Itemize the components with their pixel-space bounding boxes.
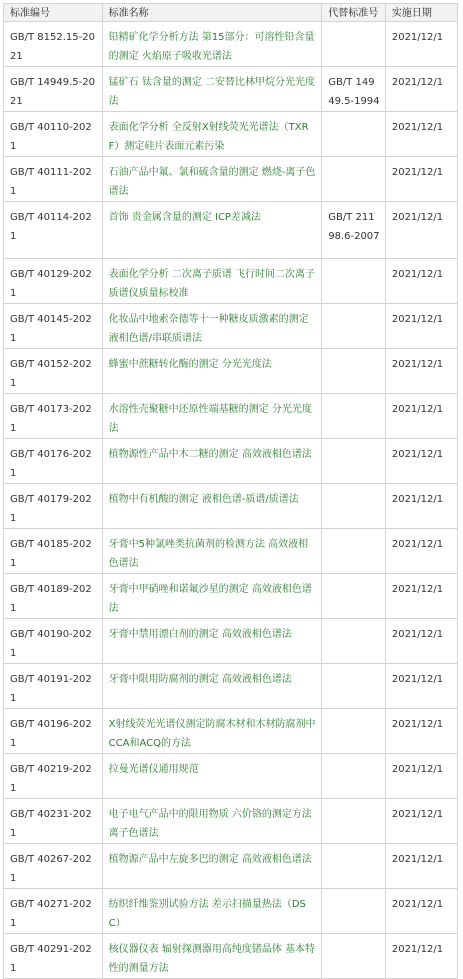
table-row (4, 799, 458, 844)
standard-name-cell: 表面化学分析 全反射X射线荧光光谱法（TXRF）测定硅片表面元素污染 (102, 112, 322, 157)
table-body (4, 22, 458, 979)
table-row (4, 574, 458, 619)
table-row (4, 439, 458, 484)
replaced-standard-cell (322, 484, 386, 529)
standard-name-cell: 锰矿石 钛含量的测定 二安替比林甲烷分光光度法 (102, 67, 322, 112)
implementation-date-cell: 2021/12/1 (385, 619, 457, 664)
standard-code-cell: GB/T 40219-2021 (4, 754, 103, 799)
implementation-date-cell: 2021/12/1 (385, 394, 457, 439)
implementation-date-cell: 2021/12/1 (385, 799, 457, 844)
implementation-date-cell: 2021/12/1 (385, 112, 457, 157)
standard-name-cell: 铅精矿化学分析方法 第15部分：可溶性铅含量的测定 火焰原子吸收光谱法 (102, 22, 322, 67)
implementation-date-cell: 2021/12/1 (385, 529, 457, 574)
standard-code-cell: GB/T 40196-2021 (4, 709, 103, 754)
replaced-standard-cell (322, 619, 386, 664)
standard-code-cell: GB/T 40267-2021 (4, 844, 103, 889)
standard-code-cell: GB/T 8152.15-2021 (4, 22, 103, 67)
implementation-date-cell: 2021/12/1 (385, 754, 457, 799)
replaced-standard-cell (322, 304, 386, 349)
table-row (4, 889, 458, 934)
table-row (4, 67, 458, 112)
replaced-standard-cell (322, 22, 386, 67)
implementation-date-cell: 2021/12/1 (385, 349, 457, 394)
standard-name-cell: 纺织纤维鉴别试验方法 差示扫描量热法（DSC） (102, 889, 322, 934)
implementation-date-cell: 2021/12/1 (385, 934, 457, 979)
standard-name-cell: 植物源产品中左旋多巴的测定 高效液相色谱法 (102, 844, 322, 889)
table-row (4, 349, 458, 394)
standard-code-cell: GB/T 40152-2021 (4, 349, 103, 394)
standard-code-cell: GB/T 40176-2021 (4, 439, 103, 484)
replaced-standard-cell (322, 754, 386, 799)
replaced-standard-cell (322, 157, 386, 202)
table-row (4, 202, 458, 259)
implementation-date-cell: 2021/12/1 (385, 439, 457, 484)
table-row (4, 619, 458, 664)
table-row (4, 934, 458, 979)
header-code: 标准编号 (4, 4, 103, 22)
table-row (4, 259, 458, 304)
standard-name-cell: 石油产品中氟、氯和硫含量的测定 燃烧-离子色谱法 (102, 157, 322, 202)
table-row (4, 664, 458, 709)
implementation-date-cell: 2021/12/1 (385, 889, 457, 934)
implementation-date-cell: 2021/12/1 (385, 574, 457, 619)
standard-code-cell: GB/T 40271-2021 (4, 889, 103, 934)
standard-name-cell: 化妆品中地索奈德等十一种糖皮质激素的测定 液相色谱/串联质谱法 (102, 304, 322, 349)
standard-name-cell: 植物源性产品中木二糖的测定 高效液相色谱法 (102, 439, 322, 484)
implementation-date-cell: 2021/12/1 (385, 259, 457, 304)
standard-code-cell: GB/T 40111-2021 (4, 157, 103, 202)
replaced-standard-cell (322, 439, 386, 484)
implementation-date-cell: 2021/12/1 (385, 709, 457, 754)
table-row (4, 157, 458, 202)
table-row (4, 754, 458, 799)
standard-code-cell: GB/T 40173-2021 (4, 394, 103, 439)
standard-name-cell: 水溶性壳聚糖中还原性端基糖的测定 分光光度法 (102, 394, 322, 439)
replaced-standard-cell (322, 844, 386, 889)
implementation-date-cell: 2021/12/1 (385, 484, 457, 529)
implementation-date-cell: 2021/12/1 (385, 67, 457, 112)
standard-name-cell: 蜂蜜中蔗糖转化酶的测定 分光光度法 (102, 349, 322, 394)
table-row (4, 484, 458, 529)
header-date: 实施日期 (385, 4, 457, 22)
standard-code-cell: GB/T 40291-2021 (4, 934, 103, 979)
implementation-date-cell: 2021/12/1 (385, 844, 457, 889)
standard-name-cell: 牙膏中限用防腐剂的测定 高效液相色谱法 (102, 664, 322, 709)
replaced-standard-cell (322, 934, 386, 979)
table-row (4, 844, 458, 889)
standard-name-cell: 牙膏中甲硝唑和诺氟沙星的测定 高效液相色谱法 (102, 574, 322, 619)
header-replaces: 代替标准号 (322, 4, 386, 22)
implementation-date-cell: 2021/12/1 (385, 304, 457, 349)
replaced-standard-cell (322, 529, 386, 574)
standard-code-cell: GB/T 40179-2021 (4, 484, 103, 529)
standard-name-cell: 拉曼光谱仪通用规范 (102, 754, 322, 799)
standard-name-cell: 牙膏中5种氯唑类抗菌剂的检测方法 高效液相色谱法 (102, 529, 322, 574)
standard-name-cell: 首饰 贵金属含量的测定 ICP差减法 (102, 202, 322, 259)
implementation-date-cell: 2021/12/1 (385, 664, 457, 709)
standard-name-cell: 植物中有机酸的测定 液相色谱-质谱/质谱法 (102, 484, 322, 529)
replaced-standard-cell (322, 574, 386, 619)
standard-name-cell: 核仪器仪表 辐射探测器用高纯度锗晶体 基本特性的测量方法 (102, 934, 322, 979)
table-row (4, 394, 458, 439)
replaced-standard-cell (322, 889, 386, 934)
replaced-standard-cell (322, 664, 386, 709)
standard-code-cell: GB/T 40189-2021 (4, 574, 103, 619)
standard-name-cell: 表面化学分析 二次离子质谱 飞行时间二次离子质谱仪质量标校准 (102, 259, 322, 304)
table-row (4, 112, 458, 157)
header-name: 标准名称 (102, 4, 322, 22)
implementation-date-cell: 2021/12/1 (385, 157, 457, 202)
standards-table (3, 3, 458, 979)
replaced-standard-cell: GB/T 14949.5-1994 (322, 67, 386, 112)
replaced-standard-cell (322, 394, 386, 439)
standard-code-cell: GB/T 40190-2021 (4, 619, 103, 664)
implementation-date-cell: 2021/12/1 (385, 202, 457, 259)
standard-name-cell: 牙膏中禁用漂白剂的测定 高效液相色谱法 (102, 619, 322, 664)
replaced-standard-cell: GB/T 21198.6-2007 (322, 202, 386, 259)
replaced-standard-cell (322, 799, 386, 844)
implementation-date-cell: 2021/12/1 (385, 22, 457, 67)
standard-name-cell: X射线荧光光谱仪测定防腐木材和木材防腐剂中CCA和ACQ的方法 (102, 709, 322, 754)
standard-code-cell: GB/T 40114-2021 (4, 202, 103, 259)
table-row (4, 709, 458, 754)
standard-code-cell: GB/T 14949.5-2021 (4, 67, 103, 112)
table-row (4, 529, 458, 574)
replaced-standard-cell (322, 349, 386, 394)
standard-code-cell: GB/T 40110-2021 (4, 112, 103, 157)
standard-code-cell: GB/T 40129-2021 (4, 259, 103, 304)
table-header-row (4, 4, 458, 22)
replaced-standard-cell (322, 709, 386, 754)
table-row (4, 304, 458, 349)
standard-code-cell: GB/T 40191-2021 (4, 664, 103, 709)
replaced-standard-cell (322, 112, 386, 157)
standard-code-cell: GB/T 40231-2021 (4, 799, 103, 844)
standard-name-cell: 电子电气产品中的限用物质 六价铬的测定方法 离子色谱法 (102, 799, 322, 844)
table-row (4, 22, 458, 67)
standard-code-cell: GB/T 40185-2021 (4, 529, 103, 574)
standard-code-cell: GB/T 40145-2021 (4, 304, 103, 349)
replaced-standard-cell (322, 259, 386, 304)
